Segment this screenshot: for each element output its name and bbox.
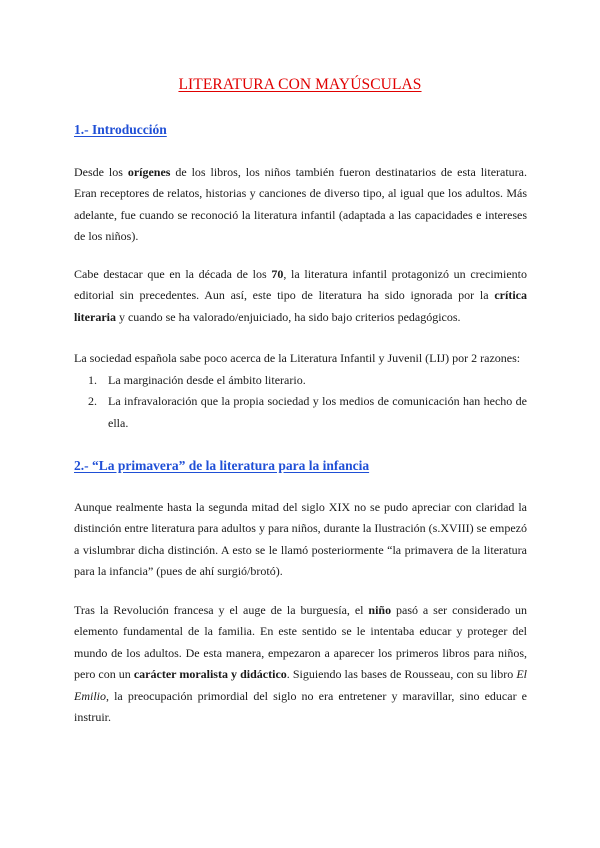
italic-text: El Emilio	[74, 667, 527, 703]
text-run: de los libros, los niños también fueron destinatarios de esta literatura. Eran receptores de relatos, historias y canciones de diverso tipo, al igual que los adultos. Más adelante, fue cuando se reconoció la literatura infantil (adaptada a las capacidades e intereses de los niños).	[74, 165, 527, 244]
text-run: y cuando se ha valorado/enjuiciado, ha sido bajo criterios pedagógicos.	[115, 309, 461, 324]
text-run: Tras la Revolución francesa y el auge de la burguesía, el	[74, 603, 369, 617]
bold-text: carácter moralista y didáctico	[133, 667, 287, 682]
bold-text: crítica literaria	[74, 288, 527, 324]
section-heading-primavera: 2.- “La primavera” de la literatura para la infancia	[74, 458, 370, 473]
section-heading-introduccion: 1.- Introducción	[74, 122, 167, 137]
list-number: 2.	[88, 394, 97, 409]
list-item-text: La marginación desde el ámbito literario.	[108, 373, 306, 387]
paragraph-revolucion	[74, 600, 527, 728]
paragraph-ilustracion: Aunque realmente hasta la segunda mitad del siglo XIX no se pudo apreciar con claridad la distinción entre literatura para adultos y para niños, durante la Ilustración (s.XVIII) se empezó a vislumbrar dicha distinción. A esto se le llamó posteriormente “la primavera de la literatura para la infancia” (pues de ahí surgió/brotó).	[74, 500, 527, 579]
list-item	[74, 370, 527, 391]
bold-text: 70	[271, 267, 284, 281]
bold-text: niño	[368, 603, 392, 617]
bold-text: orígenes	[127, 165, 171, 179]
text-run: pasó a ser considerado un elemento fundamental de la familia. En este sentido se le intentaba educar y proteger del mundo de los adultos. De esta manera, empezaron a aparecer los primeros libros para niños, pero con un	[74, 603, 528, 682]
document-title: LITERATURA CON MAYÚSCULAS	[178, 76, 422, 93]
list-item-text: La infravaloración que la propia sociedad y los medios de comunicación han hecho de ella.	[108, 394, 527, 430]
text-run: , la literatura infantil protagonizó un crecimiento editorial sin precedentes. Aun así, este tipo de literatura ha sido ignorada por la	[74, 267, 527, 303]
text-run: Desde los	[74, 165, 128, 179]
text-run: Cabe destacar que en la década de los	[74, 267, 272, 281]
paragraph-sociedad: La sociedad española sabe poco acerca de la Literatura Infantil y Juvenil (LIJ) por 2 razones:	[74, 351, 521, 365]
reasons-list	[74, 370, 527, 434]
paragraph-origenes	[74, 162, 527, 248]
text-run: . Siguiendo las bases de Rousseau, con su libro	[286, 667, 517, 682]
text-run: , la preocupación primordial del siglo no era entretener y maravillar, sino educar e instruir.	[74, 688, 527, 725]
paragraph-decada-70	[74, 264, 527, 328]
list-number: 1.	[88, 373, 97, 387]
list-item	[74, 391, 527, 434]
